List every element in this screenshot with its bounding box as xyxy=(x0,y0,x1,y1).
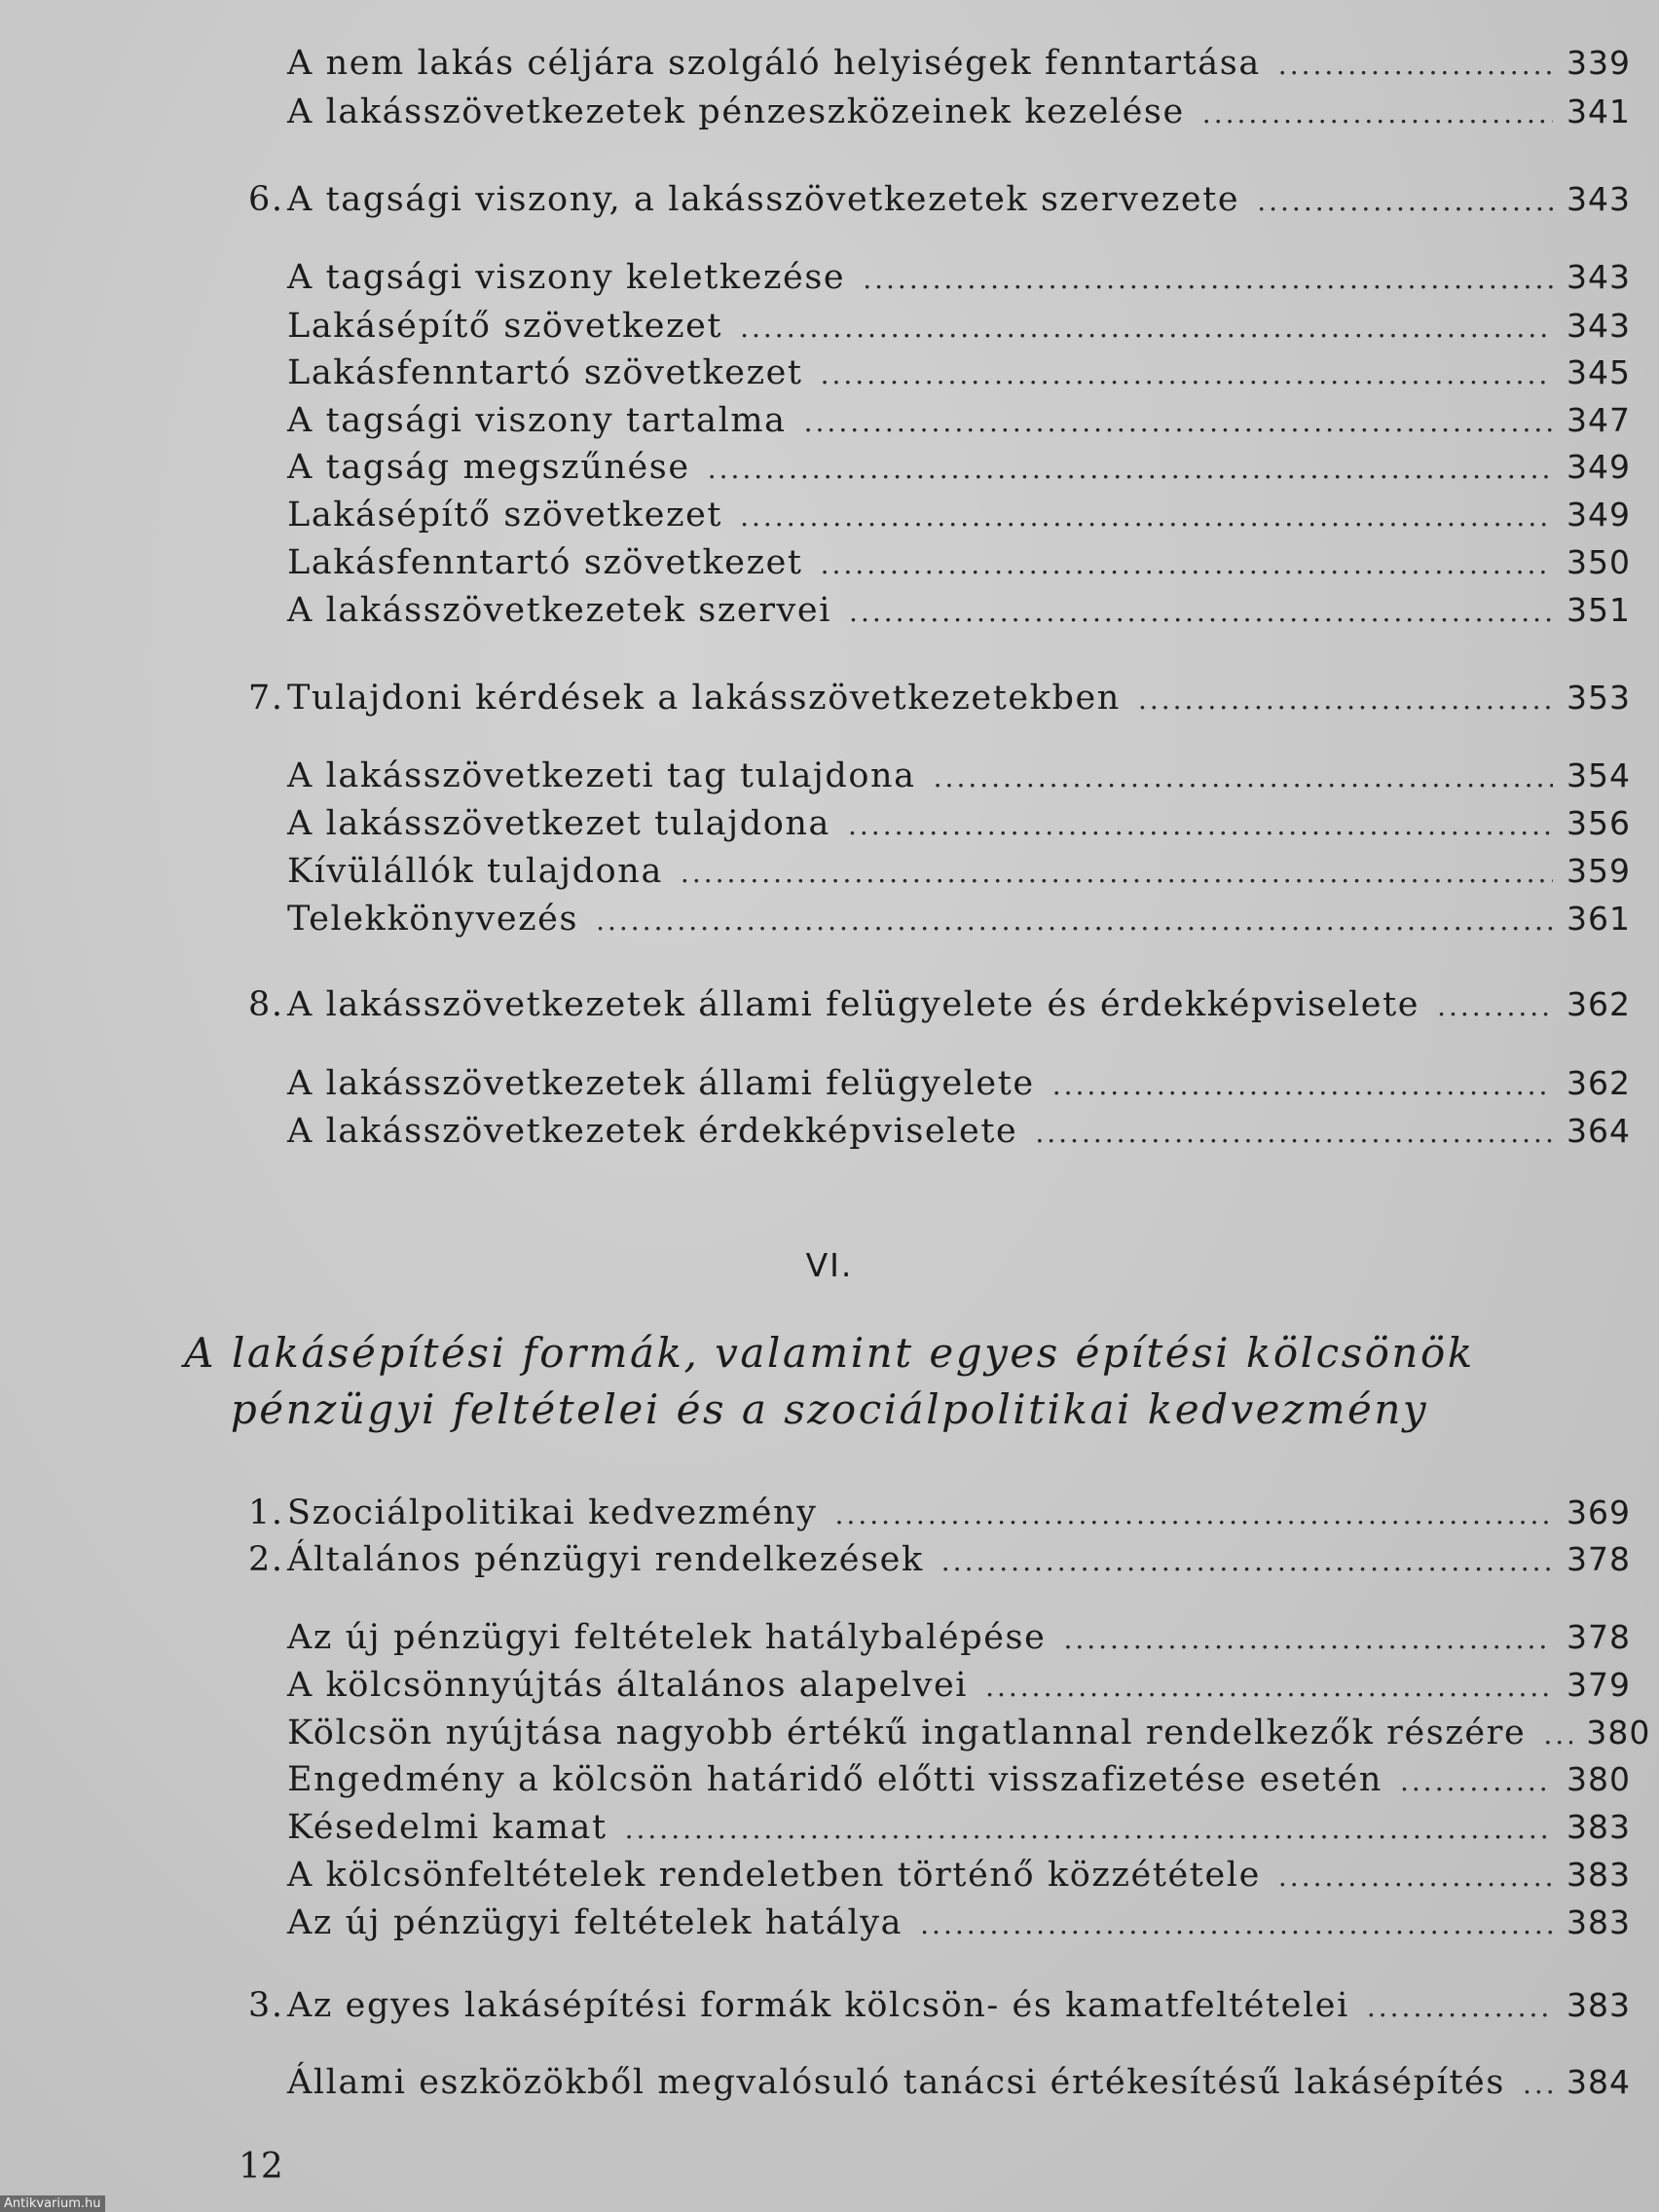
toc-entry-leader-dots xyxy=(1278,49,1553,81)
toc-entry-leader-dots xyxy=(1523,2068,1553,2100)
toc-entry-page: 354 xyxy=(1567,756,1631,794)
toc-entry-title: Lakásépítő szövetkezet xyxy=(287,307,723,346)
toc-entry-leader-dots xyxy=(848,809,1553,841)
toc-entry-page: 350 xyxy=(1567,543,1631,581)
toc-entry xyxy=(287,591,1631,630)
toc-entry-leader-dots xyxy=(1202,97,1553,129)
toc-entry-title: A kölcsönfeltételek rendeletben történő közzététele xyxy=(287,1856,1261,1895)
toc-entry xyxy=(287,307,1631,346)
toc-entry-page: 347 xyxy=(1567,401,1631,439)
toc-entry-number: 8. xyxy=(248,985,284,1024)
toc-entry-title: Az egyes lakásépítési formák kölcsön- és kamatfeltételei xyxy=(287,1986,1349,2025)
toc-entry-page: 364 xyxy=(1567,1112,1631,1150)
toc-entry-leader-dots xyxy=(1035,1117,1553,1149)
toc-entry xyxy=(287,1856,1631,1895)
toc-entry-leader-dots xyxy=(1278,1861,1553,1893)
toc-entry-page: 343 xyxy=(1567,258,1631,296)
toc-entry-page: 349 xyxy=(1567,496,1631,534)
toc-entry xyxy=(287,353,1631,392)
toc-entry-page: 378 xyxy=(1567,1618,1631,1656)
toc-entry-leader-dots xyxy=(1367,1991,1553,2023)
toc-entry xyxy=(287,1112,1631,1151)
toc-entry-page: 345 xyxy=(1567,353,1631,391)
toc-entry-title: A kölcsönnyújtás általános alapelvei xyxy=(287,1666,969,1705)
toc-entry-number: 3. xyxy=(248,1986,284,2025)
toc-entry-title: Tulajdoni kérdések a lakásszövetkezetekben xyxy=(287,679,1121,718)
toc-entry-number: 6. xyxy=(248,180,284,219)
toc-entry xyxy=(287,852,1631,891)
toc-entry-leader-dots xyxy=(625,1813,1553,1845)
toc-entry xyxy=(287,543,1631,582)
toc-entry xyxy=(287,44,1631,83)
toc-entry-page: 359 xyxy=(1567,852,1631,890)
toc-entry-title: Lakásfenntartó szövetkezet xyxy=(287,353,803,392)
toc-entry-page: 356 xyxy=(1567,804,1631,842)
toc-entry-page: 383 xyxy=(1567,1856,1631,1894)
toc-entry-title: Késedelmi kamat xyxy=(287,1808,608,1847)
toc-entry-title: A nem lakás céljára szolgáló helyiségek fenntartása xyxy=(287,44,1261,83)
toc-entry xyxy=(287,258,1631,297)
toc-entry-leader-dots xyxy=(708,453,1553,485)
toc-entry-leader-dots xyxy=(941,1545,1553,1577)
toc-entry-page: 362 xyxy=(1567,1064,1631,1102)
toc-entry xyxy=(287,756,1631,795)
toc-entry xyxy=(287,448,1631,487)
toc-entry-title: Állami eszközökből megvalósuló tanácsi értékesítésű lakásépítés xyxy=(287,2063,1505,2102)
toc-entry-leader-dots xyxy=(821,548,1553,580)
toc-entry-title: Az új pénzügyi feltételek hatálya xyxy=(287,1903,903,1942)
toc-entry-page: 383 xyxy=(1567,1986,1631,2024)
toc-entry-page: 380 xyxy=(1586,1714,1651,1751)
toc-entry xyxy=(287,900,1631,939)
toc-entry-page: 383 xyxy=(1567,1808,1631,1846)
toc-entry-leader-dots xyxy=(596,904,1553,937)
toc-entry-page: 353 xyxy=(1567,679,1631,717)
toc-entry-title: Lakásfenntartó szövetkezet xyxy=(287,543,803,582)
toc-entry-leader-dots xyxy=(821,358,1553,390)
toc-entry xyxy=(248,985,1631,1024)
toc-entry-page: 362 xyxy=(1567,985,1631,1023)
toc-entry-title: A lakásszövetkezetek állami felügyelete és érdekképviselete xyxy=(287,985,1420,1024)
toc-entry-title: A tagság megszűnése xyxy=(287,448,690,487)
toc-entry-title: A tagsági viszony tartalma xyxy=(287,401,787,440)
toc-entry-leader-dots xyxy=(863,263,1553,295)
toc-entry-leader-dots xyxy=(1052,1069,1553,1101)
toc-entry-page: 380 xyxy=(1567,1760,1631,1798)
toc-entry-page: 379 xyxy=(1567,1666,1631,1704)
toc-entry-number: 2. xyxy=(248,1540,284,1579)
toc-entry-title: A lakásszövetkezetek érdekképviselete xyxy=(287,1112,1018,1151)
toc-entry-title: Engedmény a kölcsön határidő előtti visszafizetése esetén xyxy=(287,1760,1382,1799)
toc-entry-title: A tagsági viszony keletkezése xyxy=(287,258,846,297)
toc-entry-leader-dots xyxy=(985,1671,1553,1703)
toc-entry-page: 341 xyxy=(1567,92,1631,130)
toc-entry-page: 384 xyxy=(1567,2063,1631,2101)
section-roman-numeral: VI. xyxy=(805,1246,854,1284)
toc-entry-page: 349 xyxy=(1567,448,1631,486)
toc-entry-page: 369 xyxy=(1567,1493,1631,1531)
toc-entry-title: A lakásszövetkezetek szervei xyxy=(287,591,832,630)
page-number: 12 xyxy=(239,2147,283,2187)
toc-entry-leader-dots xyxy=(835,1498,1553,1530)
toc-entry-leader-dots xyxy=(1063,1623,1553,1655)
toc-entry-page: 343 xyxy=(1567,180,1631,218)
toc-entry-title: A lakásszövetkezetek pénzeszközeinek kezelése xyxy=(287,92,1185,131)
toc-entry-leader-dots xyxy=(934,761,1553,793)
toc-entry xyxy=(287,1666,1631,1705)
toc-entry xyxy=(287,1618,1631,1657)
toc-entry-title: Kölcsön nyújtása nagyobb értékű ingatlannal rendelkezők részére xyxy=(287,1714,1527,1752)
toc-entry-title: A lakásszövetkezetek állami felügyelete xyxy=(287,1064,1035,1103)
toc-entry-page: 343 xyxy=(1567,307,1631,345)
toc-entry xyxy=(287,804,1631,843)
toc-entry xyxy=(287,496,1631,535)
toc-entry xyxy=(287,1808,1631,1847)
toc-entry-leader-dots xyxy=(1400,1765,1553,1797)
section-heading-line-1: A lakásépítési formák, valamint egyes építési kölcsönök xyxy=(184,1329,1475,1377)
toc-entry-page: 378 xyxy=(1567,1540,1631,1578)
toc-entry-title: Lakásépítő szövetkezet xyxy=(287,496,723,535)
toc-entry-title: Kívülállók tulajdona xyxy=(287,852,663,891)
toc-entry-leader-dots xyxy=(804,406,1553,438)
toc-entry-page: 361 xyxy=(1567,900,1631,938)
toc-entry-leader-dots xyxy=(920,1908,1553,1940)
toc-entry-leader-dots xyxy=(1257,185,1553,217)
toc-entry-page: 351 xyxy=(1567,591,1631,629)
toc-entry xyxy=(287,2063,1631,2102)
toc-entry xyxy=(248,679,1631,718)
toc-entry-leader-dots xyxy=(1543,1718,1572,1751)
toc-entry-title: Általános pénzügyi rendelkezések xyxy=(287,1540,924,1579)
toc-entry-leader-dots xyxy=(1437,990,1553,1022)
toc-entry-leader-dots xyxy=(849,596,1553,628)
toc-entry xyxy=(248,1493,1631,1532)
toc-entry-number: 7. xyxy=(248,679,284,718)
toc-entry xyxy=(287,92,1631,131)
toc-entry-title: A lakásszövetkezet tulajdona xyxy=(287,804,830,843)
toc-entry xyxy=(287,401,1631,440)
toc-entry-title: A tagsági viszony, a lakásszövetkezetek szervezete xyxy=(287,180,1240,219)
toc-entry-leader-dots xyxy=(1138,683,1553,716)
toc-entry-title: Telekkönyvezés xyxy=(287,900,579,939)
toc-entry-title: A lakásszövetkezeti tag tulajdona xyxy=(287,756,916,795)
toc-entry-title: Az új pénzügyi feltételek hatálybalépése xyxy=(287,1618,1047,1657)
toc-entry xyxy=(248,1540,1631,1579)
toc-entry xyxy=(287,1903,1631,1942)
toc-entry-page: 383 xyxy=(1567,1903,1631,1941)
watermark-text: Antikvarium.hu xyxy=(0,2195,105,2212)
toc-entry xyxy=(248,1986,1631,2025)
toc-entry xyxy=(287,1714,1651,1752)
toc-entry xyxy=(287,1760,1631,1799)
section-heading-line-2: pénzügyi feltételei és a szociálpolitikai kedvezmény xyxy=(230,1385,1429,1433)
toc-entry-number: 1. xyxy=(248,1493,284,1532)
toc-entry-leader-dots xyxy=(740,312,1553,344)
toc-entry-leader-dots xyxy=(681,857,1553,889)
toc-entry xyxy=(287,1064,1631,1103)
toc-entry-page: 339 xyxy=(1567,44,1631,82)
toc-entry-leader-dots xyxy=(740,500,1553,533)
toc-entry-title: Szociálpolitikai kedvezmény xyxy=(287,1493,818,1532)
toc-entry xyxy=(248,180,1631,219)
